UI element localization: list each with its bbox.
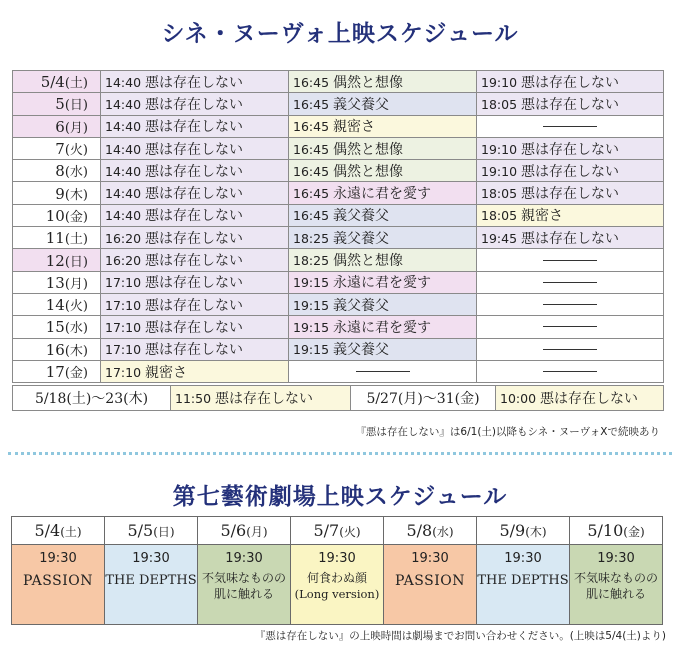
movie-title: 悪は存在しない <box>521 74 620 91</box>
weekday-label: (木) <box>64 343 88 359</box>
screening-slot <box>477 160 664 182</box>
showtime: 19:15 <box>293 275 330 291</box>
screening-cell <box>291 545 384 625</box>
date-label: 5/4 <box>34 521 61 540</box>
showtime: 19:30 <box>504 551 542 566</box>
date-header <box>384 517 477 545</box>
screening-slot <box>477 227 664 249</box>
cinema-nouveau-schedule-table <box>12 70 664 383</box>
date-label: 5/6 <box>220 521 247 540</box>
schedule-row <box>13 93 664 115</box>
showtime: 19:10 <box>481 141 518 157</box>
date-cell <box>13 316 101 338</box>
screening-slot <box>101 204 289 226</box>
movie-title: PASSION <box>395 573 465 589</box>
date-cell <box>13 271 101 293</box>
nanagei-schedule-table <box>11 516 663 625</box>
cinema-nouveau-schedule-title: シネ・ヌーヴォ上映スケジュール <box>161 20 519 47</box>
date-label: 6 <box>55 117 65 136</box>
movie-title: 永遠に君を愛す <box>333 275 432 292</box>
showtime: 19:30 <box>597 551 635 566</box>
movie-title: 偶然と想像 <box>333 163 404 180</box>
schedule-row <box>13 204 664 226</box>
date-header <box>570 517 663 545</box>
showtime: 14:40 <box>105 141 142 157</box>
period-schedule-table <box>12 385 664 411</box>
date-label: 5/8 <box>406 521 433 540</box>
date-cell <box>13 71 101 93</box>
weekday-label: (日) <box>64 98 88 114</box>
movie-title: 永遠に君を愛す <box>333 319 432 336</box>
date-header <box>105 517 198 545</box>
showtime: 16:45 <box>293 186 330 202</box>
no-screening-dash <box>543 282 597 283</box>
movie-title: 義父養父 <box>333 342 390 359</box>
movie-title: 親密さ <box>521 208 564 225</box>
date-cell <box>13 93 101 115</box>
period-time-1: 11:50 <box>175 391 212 406</box>
screening-slot <box>289 316 477 338</box>
movie-title: 義父養父 <box>333 297 390 314</box>
period-slot-2 <box>496 386 664 411</box>
date-label: 10 <box>45 206 65 225</box>
weekday-label: (日) <box>64 254 88 270</box>
movie-title: 義父養父 <box>333 208 390 225</box>
weekday-label: (月) <box>64 276 88 292</box>
weekday-label: (水) <box>64 321 88 337</box>
nanagei-schedule-title: 第七藝術劇場上映スケジュール <box>172 483 508 510</box>
date-label: 5/5 <box>127 521 154 540</box>
showtime: 19:15 <box>293 319 330 335</box>
date-label: 14 <box>45 296 65 315</box>
date-header-row <box>12 517 663 545</box>
screening-cell <box>384 545 477 625</box>
showtime: 16:20 <box>105 230 142 246</box>
movie-title: 親密さ <box>333 119 376 136</box>
movie-title: 悪は存在しない <box>521 230 620 247</box>
movie-title: 悪は存在しない <box>145 253 244 270</box>
showtime: 16:45 <box>293 74 330 90</box>
screening-slot <box>101 360 289 382</box>
movie-title: 悪は存在しない <box>145 230 244 247</box>
showtime: 16:45 <box>293 163 330 179</box>
showtime: 17:10 <box>105 342 142 358</box>
screening-row <box>12 545 663 625</box>
date-cell <box>13 360 101 382</box>
movie-title: THE DEPTHS <box>105 573 197 588</box>
date-label: 5/9 <box>499 521 526 540</box>
showtime: 16:45 <box>293 96 330 112</box>
screening-slot <box>477 204 664 226</box>
weekday-label: (火) <box>64 143 88 159</box>
showtime: 19:30 <box>39 551 77 566</box>
screening-slot <box>101 93 289 115</box>
screening-slot <box>101 316 289 338</box>
screening-slot <box>477 271 664 293</box>
movie-title: 悪は存在しない <box>145 96 244 113</box>
screening-slot <box>289 293 477 315</box>
period-time-2: 10:00 <box>500 391 537 406</box>
screening-slot <box>289 338 477 360</box>
screening-slot <box>101 293 289 315</box>
schedule-row <box>13 182 664 204</box>
screening-slot <box>101 271 289 293</box>
date-header <box>12 517 105 545</box>
weekday-label: (木) <box>64 187 88 203</box>
date-header <box>477 517 570 545</box>
screening-cell <box>12 545 105 625</box>
showtime: 19:45 <box>481 230 518 246</box>
screening-cell <box>477 545 570 625</box>
date-label: 5/4 <box>40 73 65 92</box>
period-movie-1: 悪は存在しない <box>215 391 314 407</box>
showtime: 17:10 <box>105 275 142 291</box>
showtime: 19:15 <box>293 297 330 313</box>
showtime: 14:40 <box>105 96 142 112</box>
movie-title: 悪は存在しない <box>145 74 244 91</box>
movie-title: 悪は存在しない <box>145 208 244 225</box>
showtime: 17:10 <box>105 364 142 380</box>
showtime: 17:10 <box>105 297 142 313</box>
movie-title: (Long version) <box>294 587 380 601</box>
screening-slot <box>101 71 289 93</box>
weekday-label: (金) <box>623 525 645 539</box>
date-cell <box>13 293 101 315</box>
movie-title: 親密さ <box>145 364 188 381</box>
no-screening-dash <box>356 371 410 372</box>
screening-slot <box>289 160 477 182</box>
screening-slot <box>477 249 664 271</box>
date-cell <box>13 137 101 159</box>
showtime: 14:40 <box>105 208 142 224</box>
movie-title: 偶然と想像 <box>333 253 404 270</box>
date-label: 8 <box>55 162 65 181</box>
no-screening-dash <box>543 126 597 127</box>
screening-cell <box>570 545 663 625</box>
weekday-label: (土) <box>60 525 82 539</box>
movie-title: 不気味なものの <box>573 571 658 585</box>
date-label: 16 <box>45 340 65 359</box>
continuation-note: 『悪は存在しない』は6/1(土)以降もシネ・ヌーヴォXで続映あり <box>355 426 660 438</box>
showtime: 19:30 <box>225 551 263 566</box>
movie-title: 悪は存在しない <box>145 141 244 158</box>
showtime: 19:30 <box>132 551 170 566</box>
weekday-label: (火) <box>64 299 88 315</box>
screening-slot <box>477 137 664 159</box>
schedule-row <box>13 293 664 315</box>
no-screening-dash <box>543 304 597 305</box>
period-row <box>13 386 664 411</box>
showtime: 14:40 <box>105 119 142 135</box>
movie-title: 悪は存在しない <box>145 163 244 180</box>
screening-slot <box>101 338 289 360</box>
screening-slot <box>477 115 664 137</box>
movie-title: 肌に触れる <box>213 587 274 601</box>
movie-title: 何食わぬ顔 <box>306 571 367 585</box>
weekday-label: (金) <box>64 366 88 381</box>
date-label: 7 <box>55 140 65 159</box>
no-screening-dash <box>543 326 597 327</box>
movie-title: 悪は存在しない <box>145 319 244 336</box>
movie-title: THE DEPTHS <box>477 573 569 588</box>
screening-slot <box>289 204 477 226</box>
schedule-row <box>13 227 664 249</box>
screening-slot <box>289 115 477 137</box>
weekday-label: (日) <box>153 525 175 539</box>
screening-slot <box>289 249 477 271</box>
weekday-label: (木) <box>525 525 547 539</box>
schedule-row <box>13 338 664 360</box>
date-header <box>291 517 384 545</box>
date-label: 5/10 <box>587 521 624 540</box>
movie-title: 悪は存在しない <box>521 96 620 113</box>
screening-slot <box>101 137 289 159</box>
showtime: 16:45 <box>293 208 330 224</box>
movie-title: 悪は存在しない <box>145 297 244 314</box>
movie-title: 悪は存在しない <box>145 275 244 292</box>
movie-title: 永遠に君を愛す <box>333 186 432 203</box>
schedule-row <box>13 137 664 159</box>
date-label: 5 <box>55 95 65 114</box>
movie-title: 偶然と想像 <box>333 141 404 158</box>
weekday-label: (土) <box>64 232 88 248</box>
period-movie-2: 悪は存在しない <box>540 391 639 407</box>
screening-slot <box>477 360 664 382</box>
screening-slot <box>289 271 477 293</box>
screening-slot <box>289 71 477 93</box>
screening-slot <box>477 71 664 93</box>
showtime: 19:30 <box>318 551 356 566</box>
screening-slot <box>101 182 289 204</box>
period-range-1: 5/18(土)〜23(木) <box>13 386 171 411</box>
movie-title: 悪は存在しない <box>521 163 620 180</box>
weekday-label: (月) <box>246 525 268 539</box>
showtime: 17:10 <box>105 319 142 335</box>
date-label: 9 <box>55 184 65 203</box>
screening-slot <box>289 227 477 249</box>
showtime: 18:25 <box>293 230 330 246</box>
screening-slot <box>477 316 664 338</box>
weekday-label: (火) <box>339 525 361 539</box>
showtime: 19:10 <box>481 74 518 90</box>
screening-slot <box>101 227 289 249</box>
weekday-label: (水) <box>432 525 454 539</box>
weekday-label: (土) <box>64 76 88 92</box>
no-screening-dash <box>543 371 597 372</box>
date-cell <box>13 160 101 182</box>
screening-slot <box>477 182 664 204</box>
movie-title: 偶然と想像 <box>333 74 404 91</box>
showtime: 18:05 <box>481 186 518 202</box>
screening-slot <box>477 338 664 360</box>
showtime: 16:45 <box>293 141 330 157</box>
showtime: 14:40 <box>105 186 142 202</box>
movie-title: 義父養父 <box>333 96 390 113</box>
date-label: 15 <box>45 318 65 337</box>
screening-slot <box>101 115 289 137</box>
period-slot-1 <box>171 386 351 411</box>
no-screening-dash <box>543 260 597 261</box>
showtime: 19:10 <box>481 163 518 179</box>
weekday-label: (水) <box>64 165 88 181</box>
period-range-2: 5/27(月)〜31(金) <box>351 386 496 411</box>
movie-title: 悪は存在しない <box>145 342 244 359</box>
date-label: 12 <box>45 251 65 270</box>
showtime: 18:25 <box>293 253 330 269</box>
schedule-row <box>13 249 664 271</box>
showtime: 16:20 <box>105 253 142 269</box>
movie-title: 悪は存在しない <box>521 141 620 158</box>
date-cell <box>13 227 101 249</box>
movie-title: 悪は存在しない <box>145 119 244 136</box>
movie-title: 悪は存在しない <box>145 186 244 203</box>
screening-slot <box>289 93 477 115</box>
schedule-row <box>13 316 664 338</box>
date-label: 5/7 <box>313 521 340 540</box>
screening-slot <box>101 160 289 182</box>
showtime: 14:40 <box>105 74 142 90</box>
screening-cell <box>105 545 198 625</box>
movie-title: 肌に触れる <box>585 587 646 601</box>
schedule-row <box>13 160 664 182</box>
date-cell <box>13 204 101 226</box>
showtime: 19:30 <box>411 551 449 566</box>
showtime: 18:05 <box>481 208 518 224</box>
screening-slot <box>477 93 664 115</box>
showtime: 19:15 <box>293 342 330 358</box>
screening-slot <box>477 293 664 315</box>
screening-slot <box>289 360 477 382</box>
date-label: 11 <box>45 229 65 248</box>
movie-title: PASSION <box>23 573 93 589</box>
weekday-label: (金) <box>64 209 88 225</box>
screening-slot <box>289 182 477 204</box>
section-divider <box>8 452 672 455</box>
movie-title: 不気味なものの <box>201 571 286 585</box>
date-label: 17 <box>45 363 65 381</box>
showtime-inquiry-note: 『悪は存在しない』の上映時間は劇場までお問い合わせください。(上映は5/4(土)より) <box>254 630 666 642</box>
screening-slot <box>289 137 477 159</box>
schedule-row <box>13 271 664 293</box>
weekday-label: (月) <box>64 120 88 136</box>
schedule-row <box>13 115 664 137</box>
date-cell <box>13 249 101 271</box>
showtime: 14:40 <box>105 163 142 179</box>
date-cell <box>13 182 101 204</box>
date-header <box>198 517 291 545</box>
date-cell <box>13 338 101 360</box>
date-label: 13 <box>45 273 65 292</box>
showtime: 16:45 <box>293 119 330 135</box>
screening-slot <box>101 249 289 271</box>
schedule-row <box>13 360 664 382</box>
movie-title: 義父養父 <box>333 230 390 247</box>
screening-cell <box>198 545 291 625</box>
date-cell <box>13 115 101 137</box>
schedule-row <box>13 71 664 93</box>
no-screening-dash <box>543 349 597 350</box>
movie-title: 悪は存在しない <box>521 186 620 203</box>
showtime: 18:05 <box>481 96 518 112</box>
